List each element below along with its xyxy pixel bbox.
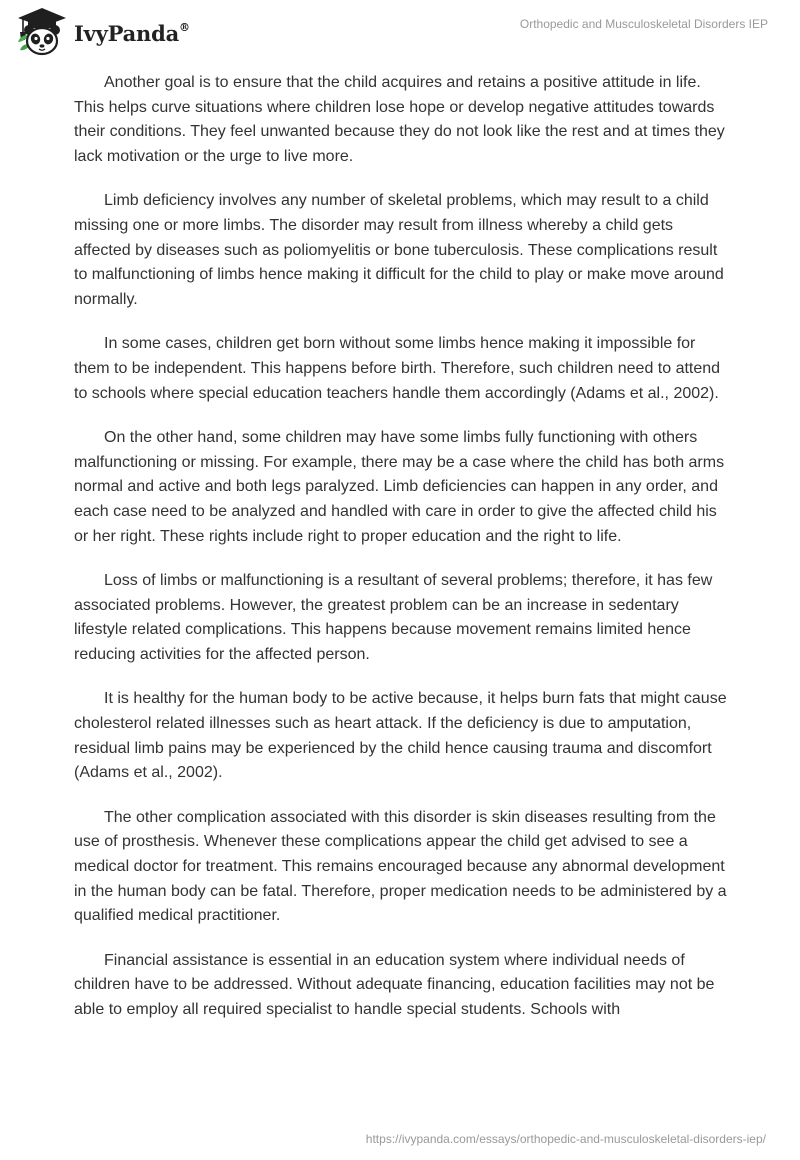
- paragraph: Limb deficiency involves any number of skeletal problems, which may result to a child missing one or more limbs. The disorder may result from illness whereby a child gets affected by diseases such as poliomyelitis or bone tuberculosis. These complications result to malfunctioning of limbs hence making it difficult for the child to play or make move around normally.: [74, 192, 724, 308]
- logo-text: IvyPanda: [74, 20, 180, 46]
- document-title: Orthopedic and Musculoskeletal Disorders IEP: [519, 17, 768, 31]
- paragraph: Loss of limbs or malfunctioning is a resultant of several problems; therefore, it has few associated problems. However, the greatest problem can be an increase in sedentary lifestyle related complications. This happens because movement remains limited hence reducing activities for the affected person.: [74, 572, 713, 663]
- page-header: [0, 0, 800, 70]
- panda-graduate-icon: [14, 6, 70, 58]
- paragraph: It is healthy for the human body to be active because, it helps burn fats that might cause cholesterol related illnesses such as heart attack. If the deficiency is due to amputation, residual limb pains may be experienced by the child hence causing trauma and discomfort (Adams et al., 2002).: [74, 690, 727, 782]
- ivypanda-logo[interactable]: [14, 6, 190, 58]
- paragraph: Another goal is to ensure that the child acquires and retains a positive attitude in life. This helps curve situations where children lose hope or develop negative attitudes towards their conditions. They feel unwanted because they do not look like the rest and at times they lack motivation or the urge to live more.: [74, 74, 725, 165]
- paragraph: On the other hand, some children may have some limbs fully functioning with others malfunctioning or missing. For example, there may be a case where the child has both arms normal and active and both legs paralyzed. Limb deficiencies can happen in any order, and each case need to be analyzed and handled with care in order to give the affected child his or her right. These rights include right to proper education and the right to life.: [74, 429, 725, 545]
- essay-body: [74, 71, 730, 1043]
- paragraph: In some cases, children get born without some limbs hence making it impossible for them to be independent. This happens before birth. Therefore, such children need to attend to schools where special education teachers handle them accordingly (Adams et al., 2002).: [74, 335, 721, 402]
- source-url[interactable]: https://ivypanda.com/essays/orthopedic-and-musculoskeletal-disorders-iep/: [365, 1132, 766, 1146]
- paragraph: Financial assistance is essential in an education system where individual needs of children have to be addressed. Without adequate financing, education facilities may not be able to employ all required specialist to handle special students. Schools with: [74, 951, 715, 1018]
- registered-mark: ®: [179, 20, 190, 34]
- paragraph: The other complication associated with this disorder is skin diseases resulting from the use of prosthesis. Whenever these complications appear the child get advised to see a medical doctor for treatment. This remains encouraged because any abnormal development in the human body can be fatal. Therefore, proper medication needs to be administered by a qualified medical practitioner.: [74, 808, 727, 925]
- logo-wordmark: [74, 21, 190, 46]
